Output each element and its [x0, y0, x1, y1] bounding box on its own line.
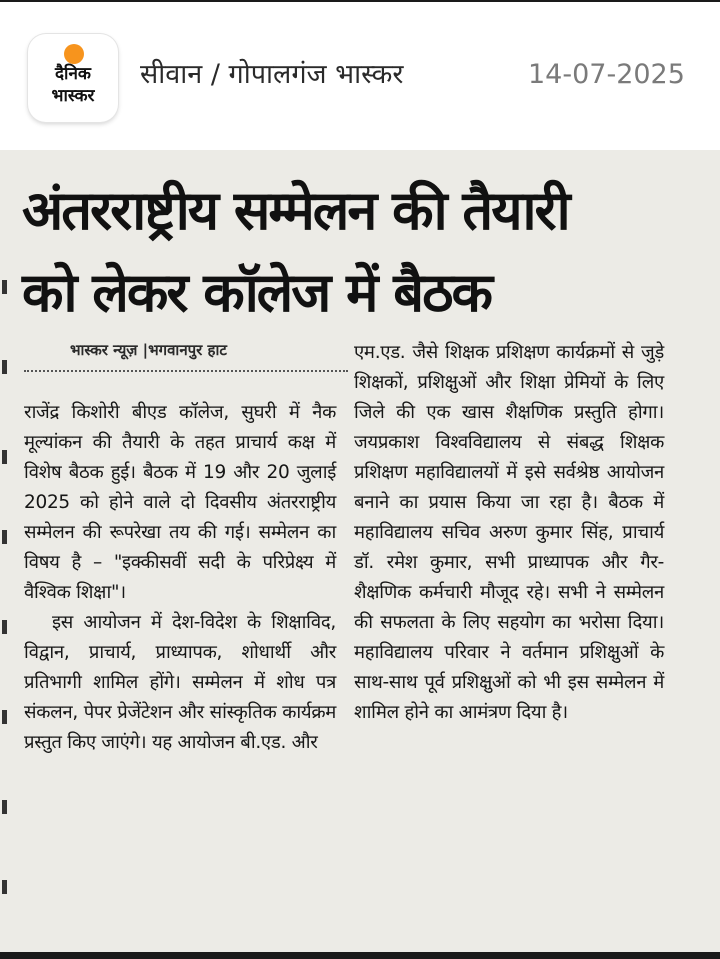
edge-mark [2, 280, 7, 294]
app-header [0, 2, 720, 150]
edge-mark [2, 530, 7, 544]
article-column-1 [24, 398, 336, 758]
edition-date: 14-07-2025 [528, 59, 685, 90]
edge-mark [2, 710, 7, 724]
sun-icon [64, 44, 84, 64]
article-byline: भास्कर न्यूज़ |भगवानपुर हाट [70, 341, 227, 359]
clipping-edge [0, 150, 10, 955]
edge-mark [2, 450, 7, 464]
headline-line-1: अंतरराष्ट्रीय सम्मेलन की तैयारी [22, 179, 569, 242]
edition-title: सीवान / गोपालगंज भास्कर [140, 59, 404, 90]
byline-divider [24, 370, 348, 372]
article-column-2 [354, 338, 664, 728]
edge-mark [2, 880, 7, 894]
paragraph: राजेंद्र किशोरी बीएड कॉलेज, सुघरी में नैक मूल्यांकन की तैयारी के तहत प्राचार्य कक्ष में विशेष बैठक हुई। बैठक में 19 और 20 जुलाई 2025 को होने वाले दो दिवसीय अंतरराष्ट्रीय सम्मेलन की रूपरेखा तय की गई। सम्मेलन का विषय है – "इक्कीसवीं सदी के परिप्रेक्ष्य में वैश्विक शिक्षा"। [24, 402, 336, 603]
logo-text-line1: दैनिक [55, 64, 91, 84]
bottom-border [0, 952, 720, 959]
paragraph: इस आयोजन में देश-विदेश के शिक्षाविद, विद्वान, प्राचार्य, प्राध्यापक, शोधार्थी और प्रतिभागी शामिल होंगे। सम्मेलन में शोध पत्र संकलन, पेपर प्रेजेंटेशन और सांस्कृतिक कार्यक्रम प्रस्तुत किए जाएंगे। यह आयोजन बी.एड. और [24, 612, 336, 753]
logo-text-line2: भास्कर [51, 86, 95, 106]
article-headline [22, 170, 712, 334]
edge-mark [2, 360, 7, 374]
headline-line-2: को लेकर कॉलेज में बैठक [22, 261, 491, 324]
paragraph: एम.एड. जैसे शिक्षक प्रशिक्षण कार्यक्रमों से जुड़े शिक्षकों, प्रशिक्षुओं और शिक्षा प्रेमियों के लिए जिले की एक खास शैक्षणिक प्रस्तुति होगा।जयप्रकाश विश्वविद्यालय से संबद्ध शिक्षक प्रशिक्षण महाविद्यालयों में इसे सर्वश्रेष्ठ आयोजन बनाने का प्रयास किया जा रहा है। बैठक में महाविद्यालय सचिव अरुण कुमार सिंह, प्राचार्य डॉ. रमेश कुमार, सभी प्राध्यापक और गैर-शैक्षणिक कर्मचारी मौजूद रहे। सभी ने सम्मेलन की सफलता के लिए सहयोग का भरोसा दिया।महाविद्यालय परिवार ने वर्तमान प्रशिक्षुओं के साथ-साथ पूर्व प्रशिक्षुओं को भी इस सम्मेलन में शामिल होने का आमंत्रण दिया है। [354, 342, 664, 723]
edge-mark [2, 800, 7, 814]
publisher-logo[interactable] [28, 34, 118, 122]
edge-mark [2, 620, 7, 634]
